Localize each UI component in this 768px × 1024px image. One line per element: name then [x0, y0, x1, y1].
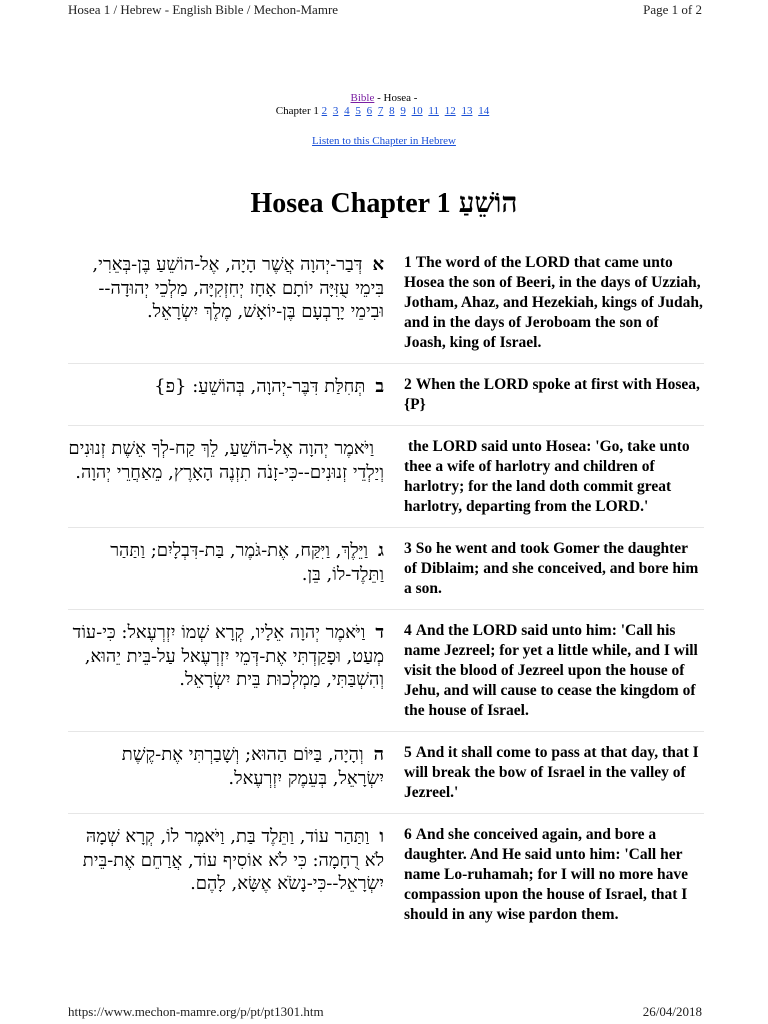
chapter-navigation	[0, 92, 768, 118]
hebrew-verse-text: וַיֹּאמֶר יְהוָה אֶל-הוֹשֵׁעַ, לֵךְ קַח-לְךָ אֵשֶׁת זְנוּנִים וְיַלְדֵי זְנוּנִים--כִּי-זָנֹה תִזְנֶה הָאָרֶץ, מֵאַחֲרֵי יְהוָה.	[68, 438, 384, 483]
hebrew-verse-number: ג	[378, 540, 384, 561]
hebrew-verse-text: וַיֹּאמֶר יְהוָה אֵלָיו, קְרָא שְׁמוֹ יִזְרְעֶאל: כִּי-עוֹד מְעַט, וּפָקַדְתִּי אֶת-דְּמֵי יִזְרְעֶאל עַל-בֵּית יֵהוּא, וְהִשְׁבַּתִּי, מַמְלְכוּת בֵּית יִשְׂרָאֵל.	[72, 622, 384, 690]
english-verse-text: The word of the LORD that came unto Hosea the son of Beeri, in the days of Uzziah, Jotham, Ahaz, and Hezekiah, kings of Judah, and in the days of Jeroboam the son of Joash, king of Israel.	[404, 254, 703, 351]
print-header-page: Page 1 of 2	[643, 2, 702, 17]
english-verse	[404, 743, 704, 803]
chapter-link-12[interactable]: 12	[444, 105, 456, 117]
hebrew-verse	[68, 539, 384, 599]
chapter-link-13[interactable]: 13	[461, 105, 473, 117]
english-verse-text: And it shall come to pass at that day, that I will break the bow of Israel in the valley of Jezreel.'	[404, 744, 699, 801]
english-verse	[404, 375, 704, 415]
hebrew-verse	[68, 825, 384, 925]
english-verse-number: 4	[404, 622, 412, 639]
hebrew-verse	[68, 621, 384, 721]
chapter-link-7[interactable]: 7	[377, 105, 384, 117]
book-label: - Hosea -	[374, 92, 418, 104]
hebrew-verse	[68, 743, 384, 803]
verse-row	[68, 822, 704, 935]
verse-row	[68, 618, 704, 732]
chapter-link-14[interactable]: 14	[478, 105, 490, 117]
hebrew-verse-number: א	[372, 254, 384, 275]
chapter-link-4[interactable]: 4	[344, 105, 350, 117]
hebrew-verse-number: ב	[375, 376, 384, 397]
print-footer-url: https://www.mechon-mamre.org/p/pt/pt1301.htm	[68, 1004, 324, 1019]
print-header	[0, 0, 768, 22]
chapter-link-3[interactable]: 3	[332, 105, 339, 117]
english-verse	[404, 253, 704, 353]
english-verse	[404, 437, 704, 517]
verse-table	[68, 250, 704, 943]
hebrew-verse-number: ה	[373, 744, 384, 765]
hebrew-verse-number: ד	[375, 622, 384, 643]
chapter-link-9[interactable]: 9	[400, 105, 406, 117]
chapter-link-2[interactable]: 2	[321, 105, 328, 117]
english-verse-number: 6	[404, 826, 412, 843]
english-verse-text: When the LORD spoke at first with Hosea, {P}	[404, 376, 700, 413]
chapter-link-5[interactable]: 5	[355, 105, 361, 117]
english-verse-text: the LORD said unto Hosea: 'Go, take unto thee a wife of harlotry and children of harlotry; for the land doth commit great harlotry, departing from the LORD.'	[404, 438, 690, 515]
bible-link[interactable]: Bible	[350, 92, 375, 104]
verse-row	[68, 740, 704, 814]
english-verse	[404, 621, 704, 721]
chapter-link-6[interactable]: 6	[366, 105, 373, 117]
english-verse-text: And she conceived again, and bore a daughter. And He said unto him: 'Call her name Lo-ruhamah; for I will no more have compassion upon the house of Israel, that I should in any wise pardon them.	[404, 826, 689, 923]
english-verse-number: 1	[404, 254, 412, 271]
english-verse	[404, 825, 704, 925]
title-english: Hosea Chapter 1	[250, 188, 451, 219]
hebrew-verse	[68, 437, 384, 517]
current-chapter-label: Chapter 1	[275, 105, 319, 117]
print-footer	[0, 1004, 768, 1024]
hebrew-verse-number: ו	[379, 826, 384, 847]
english-verse	[404, 539, 704, 599]
chapter-link-10[interactable]: 10	[411, 105, 423, 117]
print-header-title: Hosea 1 / Hebrew - English Bible / Mechon-Mamre	[68, 2, 339, 17]
chapter-link-11[interactable]: 11	[428, 105, 439, 117]
listen-section	[0, 135, 768, 147]
verse-row	[68, 250, 704, 364]
hebrew-verse-text: דְּבַר-יְהוָה אֲשֶׁר הָיָה, אֶל-הוֹשֵׁעַ בֶּן-בְּאֵרִי, בִּימֵי עֻזִּיָּה יוֹתָם אָחָז יְחִזְקִיָּה, מַלְכֵי יְהוּדָה--וּבִימֵי יָרָבְעָם בֶּן-יוֹאָשׁ, מֶלֶךְ יִשְׂרָאֵל.	[92, 254, 384, 322]
print-footer-date: 26/04/2018	[642, 1004, 702, 1019]
hebrew-verse-text: וְהָיָה, בַּיּוֹם הַהוּא; וְשָׁבַרְתִּי אֶת-קֶשֶׁת יִשְׂרָאֵל, בְּעֵמֶק יִזְרְעֶאל.	[121, 744, 384, 789]
english-verse-number: 5	[404, 744, 412, 761]
verse-row	[68, 372, 704, 426]
title-hebrew: הוֹשֵׁעַ	[458, 188, 518, 219]
hebrew-verse	[68, 253, 384, 353]
hebrew-verse	[68, 375, 384, 415]
english-verse-number: 3	[404, 540, 412, 557]
verse-row	[68, 536, 704, 610]
chapter-link-8[interactable]: 8	[389, 105, 395, 117]
listen-audio-link[interactable]: Listen to this Chapter in Hebrew	[312, 135, 456, 147]
hebrew-verse-text: תְּחִלַּת דִּבֶּר-יְהוָה, בְּהוֹשֵׁעַ: {פ}	[154, 376, 366, 397]
english-verse-number: 2	[404, 376, 412, 393]
hebrew-verse-text: וַתַּהַר עוֹד, וַתֵּלֶד בַּת, וַיֹּאמֶר לוֹ, קְרָא שְׁמָהּ לֹא רֻחָמָה: כִּי לֹא אוֹסִיף עוֹד, אֲרַחֵם אֶת-בֵּית יִשְׂרָאֵל--כִּי-נָשֹׂא אֶשָּׂא, לָהֶם.	[82, 826, 384, 894]
page-title	[0, 188, 768, 220]
english-verse-text: So he went and took Gomer the daughter of Diblaim; and she conceived, and bore him a son.	[404, 540, 699, 597]
verse-row	[68, 434, 704, 528]
hebrew-verse-text: וַיֵּלֶךְ, וַיִּקַּח, אֶת-גֹּמֶר, בַּת-דִּבְלָיִם; וַתַּהַר וַתֵּלֶד-לוֹ, בֵּן.	[110, 540, 384, 585]
english-verse-text: And the LORD said unto him: 'Call his name Jezreel; for yet a little while, and I will visit the blood of Jezreel upon the house of Jehu, and will cause to cease the kingdom of the house of Israel.	[404, 622, 698, 719]
